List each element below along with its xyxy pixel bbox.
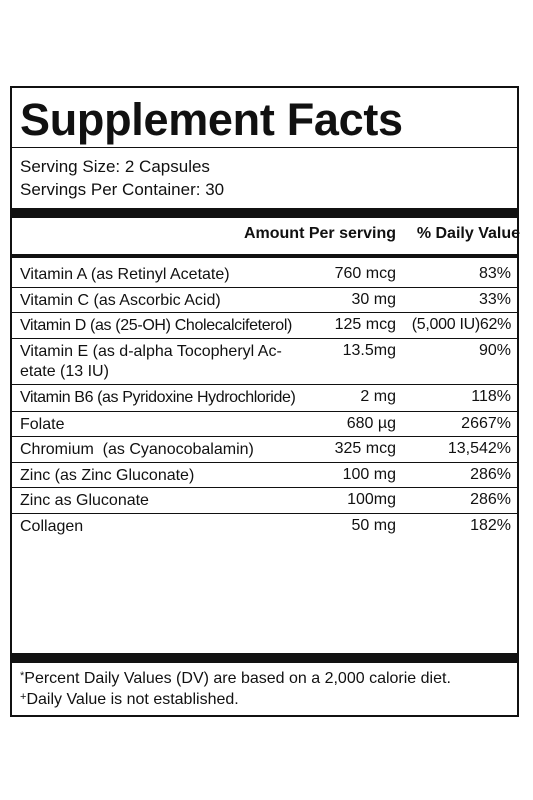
- nutrient-row: [12, 514, 517, 540]
- footnote-plus: +: [20, 691, 27, 703]
- nutrient-name: Chromium (as Cyanocobalamin): [20, 441, 254, 458]
- nutrient-amount: 760 mcg: [334, 265, 396, 282]
- nutrient-amount: 325 mcg: [334, 440, 396, 457]
- nutrient-amount: 100mg: [347, 491, 396, 508]
- nutrient-daily-value: 90%: [478, 342, 511, 359]
- nutrient-daily-value: 83%: [478, 265, 511, 282]
- header-divider: [12, 254, 517, 258]
- panel-title: Supplement Facts: [20, 94, 403, 145]
- nutrient-row: [12, 313, 517, 339]
- nutrient-daily-value: 33%: [478, 291, 511, 308]
- footnote-dv-text: Daily Value is not established.: [26, 691, 239, 708]
- nutrient-row: [12, 385, 517, 412]
- nutrient-daily-value: 182%: [470, 517, 511, 534]
- nutrient-name: Zinc as Gluconate: [20, 492, 149, 509]
- nutrient-row: [12, 463, 517, 488]
- nutrient-daily-value: 13,542%: [447, 440, 511, 457]
- nutrient-row: [12, 488, 517, 514]
- footnote-asterisk: *: [20, 670, 25, 682]
- nutrient-name: Zinc (as Zinc Gluconate): [20, 467, 195, 484]
- nutrient-row: [12, 437, 517, 463]
- nutrient-name: Vitamin D (as (25-OH) Cholecalcifeterol): [20, 317, 293, 334]
- servings-per-container: Servings Per Container: 30: [20, 180, 225, 199]
- header-amount: Amount Per serving: [243, 225, 396, 242]
- footnote-dv-not-established: [20, 691, 239, 709]
- footnote-percent-dv: [20, 670, 451, 688]
- nutrient-row: [12, 412, 517, 437]
- nutrient-name: Vitamin A (as Retinyl Acetate): [20, 266, 230, 283]
- nutrient-row: [12, 262, 517, 288]
- footnote-percent-text: Percent Daily Values (DV) are based on a 2,000 calorie diet.: [24, 670, 451, 687]
- nutrient-amount: 30 mg: [351, 291, 396, 308]
- header-daily-value: % Daily Value: [416, 225, 520, 242]
- nutrient-row: [12, 288, 517, 313]
- nutrient-daily-value: 286%: [470, 491, 511, 508]
- nutrient-daily-value: 286%: [470, 466, 511, 483]
- thick-divider: [12, 208, 517, 218]
- nutrient-daily-value: 118%: [471, 388, 511, 405]
- nutrient-amount: 13.5mg: [342, 342, 396, 359]
- nutrient-amount: 125 mcg: [334, 316, 396, 333]
- nutrient-daily-value: (5,000 IU)62%: [411, 316, 511, 333]
- nutrient-name: Vitamin E (as d-alpha Tocopheryl Ac-etate (13 IU): [20, 343, 282, 380]
- nutrient-amount: 2 mg: [360, 388, 396, 405]
- serving-size: Serving Size: 2 Capsules: [20, 157, 210, 176]
- nutrient-amount: 100 mg: [342, 466, 396, 483]
- nutrient-name: Folate: [20, 416, 65, 433]
- supplement-facts-panel: [10, 86, 519, 717]
- nutrient-name: Collagen: [20, 518, 84, 535]
- nutrient-name: Vitamin C (as Ascorbic Acid): [20, 292, 221, 309]
- nutrient-amount: 50 mg: [351, 517, 396, 534]
- nutrient-daily-value: 2667%: [461, 415, 511, 432]
- divider: [12, 147, 517, 148]
- nutrient-name: Vitamin B6 (as Pyridoxine Hydrochloride): [20, 389, 296, 406]
- nutrient-amount: 680 µg: [346, 415, 396, 432]
- nutrient-row: [12, 339, 517, 385]
- footer-thick-divider: [12, 653, 517, 663]
